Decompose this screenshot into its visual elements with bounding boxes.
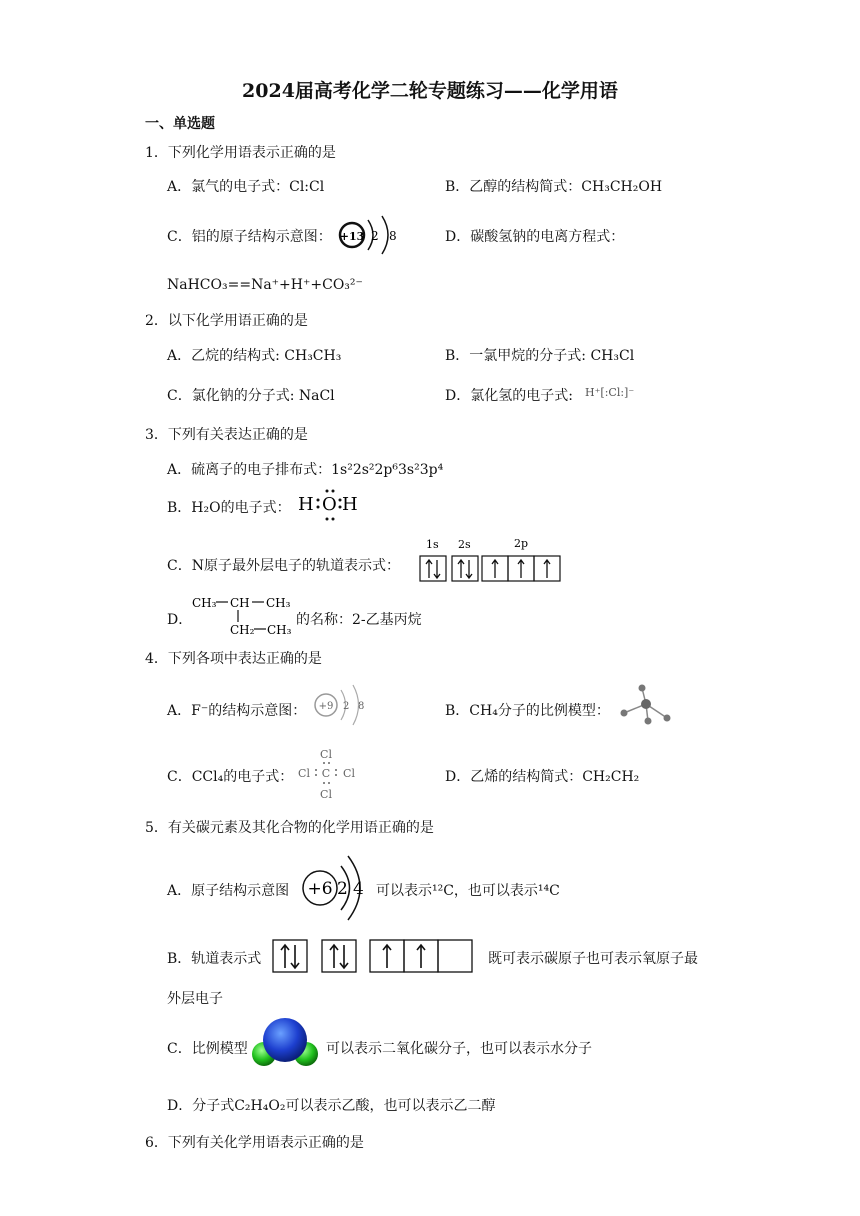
q4-b-methane-model-icon [616, 682, 676, 728]
q2-option-a: A．乙烷的结构式: CH₃CH₃ [167, 348, 342, 364]
q3-option-a: A．硫离子的电子排布式：1s²2s²2p⁶3s²3p⁴ [167, 462, 444, 478]
q1-c-shell-2: 8 [389, 229, 397, 243]
q5-a-atom-diagram [298, 850, 370, 926]
q3-option-c: C．N原子最外层电子的轨道表示式： [167, 558, 400, 574]
q5-option-b-prefix: B．轨道表示式 [167, 951, 262, 967]
question-6-stem: 6．下列有关化学用语表示正确的是 [145, 1135, 364, 1151]
q3-d-structure-figure [190, 590, 294, 640]
q4-option-b: B．CH₄分子的比例模型： [445, 703, 610, 719]
question-4-stem: 4．下列各项中表达正确的是 [145, 651, 322, 667]
q3-b-water-electron-formula [296, 486, 366, 522]
q5-option-b-continued: 外层电子 [167, 991, 223, 1007]
q2-option-b: B．一氯甲烷的分子式: CH₃Cl [445, 348, 635, 364]
q5-option-a-prefix: A．原子结构示意图 [167, 883, 290, 899]
q3-c-orbital-diagram [418, 536, 564, 584]
q2-option-d: D．氯化氢的电子式: [445, 388, 573, 404]
question-5-stem: 5．有关碳元素及其化合物的化学用语正确的是 [145, 820, 434, 836]
q3-d-top-right: CH₃ [266, 596, 291, 610]
q4-c-top-cl: Cl [320, 748, 332, 761]
q5-a-shell-1: 2 [337, 879, 348, 899]
q4-c-right-cl: Cl [343, 767, 355, 780]
q5-option-d: D．分子式C₂H₄O₂可以表示乙酸，也可以表示乙二醇 [167, 1098, 496, 1114]
q3-option-d-prefix: D． [167, 612, 193, 628]
q3-option-d-text: 的名称：2-乙基丙烷 [296, 612, 422, 628]
q3-d-bottom-left: CH₂ [230, 623, 255, 637]
q1-option-d-equation: NaHCO₃==Na⁺+H⁺+CO₃²⁻ [167, 277, 363, 293]
q3-b-right-h: H [342, 494, 358, 515]
q3-c-label-2p: 2p [514, 537, 529, 550]
q1-option-c: C．铝的原子结构示意图： [167, 229, 332, 245]
q5-option-c-text: 可以表示二氧化碳分子，也可以表示水分子 [326, 1041, 592, 1057]
q4-a-shell-1: 2 [343, 701, 350, 712]
q5-option-b-text: 既可表示碳原子也可表示氧原子最 [488, 951, 698, 967]
q5-a-shell-2: 4 [353, 879, 364, 899]
q4-c-ccl4-electron-formula [296, 745, 360, 801]
q3-d-top-mid: CH [230, 596, 250, 610]
question-1-stem: 1．下列化学用语表示正确的是 [145, 145, 336, 161]
q1-option-d: D．碳酸氢钠的电离方程式： [445, 229, 625, 245]
q4-option-c: C．CCl₄的电子式： [167, 769, 294, 785]
q3-d-bottom-right: CH₃ [267, 623, 292, 637]
q3-b-left-h: H [298, 494, 314, 515]
q1-c-nucleus: +13 [339, 230, 365, 243]
section-heading: 一、单选题 [145, 116, 215, 132]
question-2-stem: 2．以下化学用语正确的是 [145, 313, 308, 329]
q5-a-nucleus: +6 [307, 879, 333, 899]
q1-option-a: A．氯气的电子式：Cl:Cl [167, 179, 325, 195]
q4-option-d: D．乙烯的结构简式：CH₂CH₂ [445, 769, 640, 785]
q2-d-hcl-figure: H⁺[:Cl:]⁻ [585, 386, 635, 399]
q2-option-c: C．氯化钠的分子式: NaCl [167, 388, 335, 404]
q4-a-shell-2: 8 [358, 701, 365, 712]
q5-option-a-text: 可以表示¹²C，也可以表示¹⁴C [376, 883, 560, 899]
q1-option-b: B．乙醇的结构简式：CH₃CH₂OH [445, 179, 663, 195]
q5-b-orbital-diagram [272, 938, 476, 974]
q1-c-shell-1: 2 [371, 229, 379, 243]
q4-c-left-cl: Cl [298, 767, 310, 780]
q5-c-ball-model-icon [248, 1014, 324, 1074]
q3-b-o: O [322, 494, 337, 515]
page-title: 2024届高考化学二轮专题练习——化学用语 [242, 80, 618, 102]
q4-a-ion-diagram [308, 680, 372, 730]
q4-c-center: C [321, 767, 331, 780]
q5-option-c-prefix: C．比例模型 [167, 1041, 248, 1057]
q4-option-a: A．F⁻的结构示意图： [167, 703, 307, 719]
q3-d-top-left: CH₃ [192, 596, 217, 610]
q4-a-nucleus: +9 [318, 701, 334, 712]
q3-c-label-2s: 2s [458, 538, 471, 551]
q3-option-b: B．H₂O的电子式： [167, 500, 291, 516]
q1-c-atom-diagram [334, 210, 404, 260]
q3-c-label-1s: 1s [426, 538, 439, 551]
question-3-stem: 3．下列有关表达正确的是 [145, 427, 308, 443]
q4-c-bottom-cl: Cl [320, 788, 332, 801]
